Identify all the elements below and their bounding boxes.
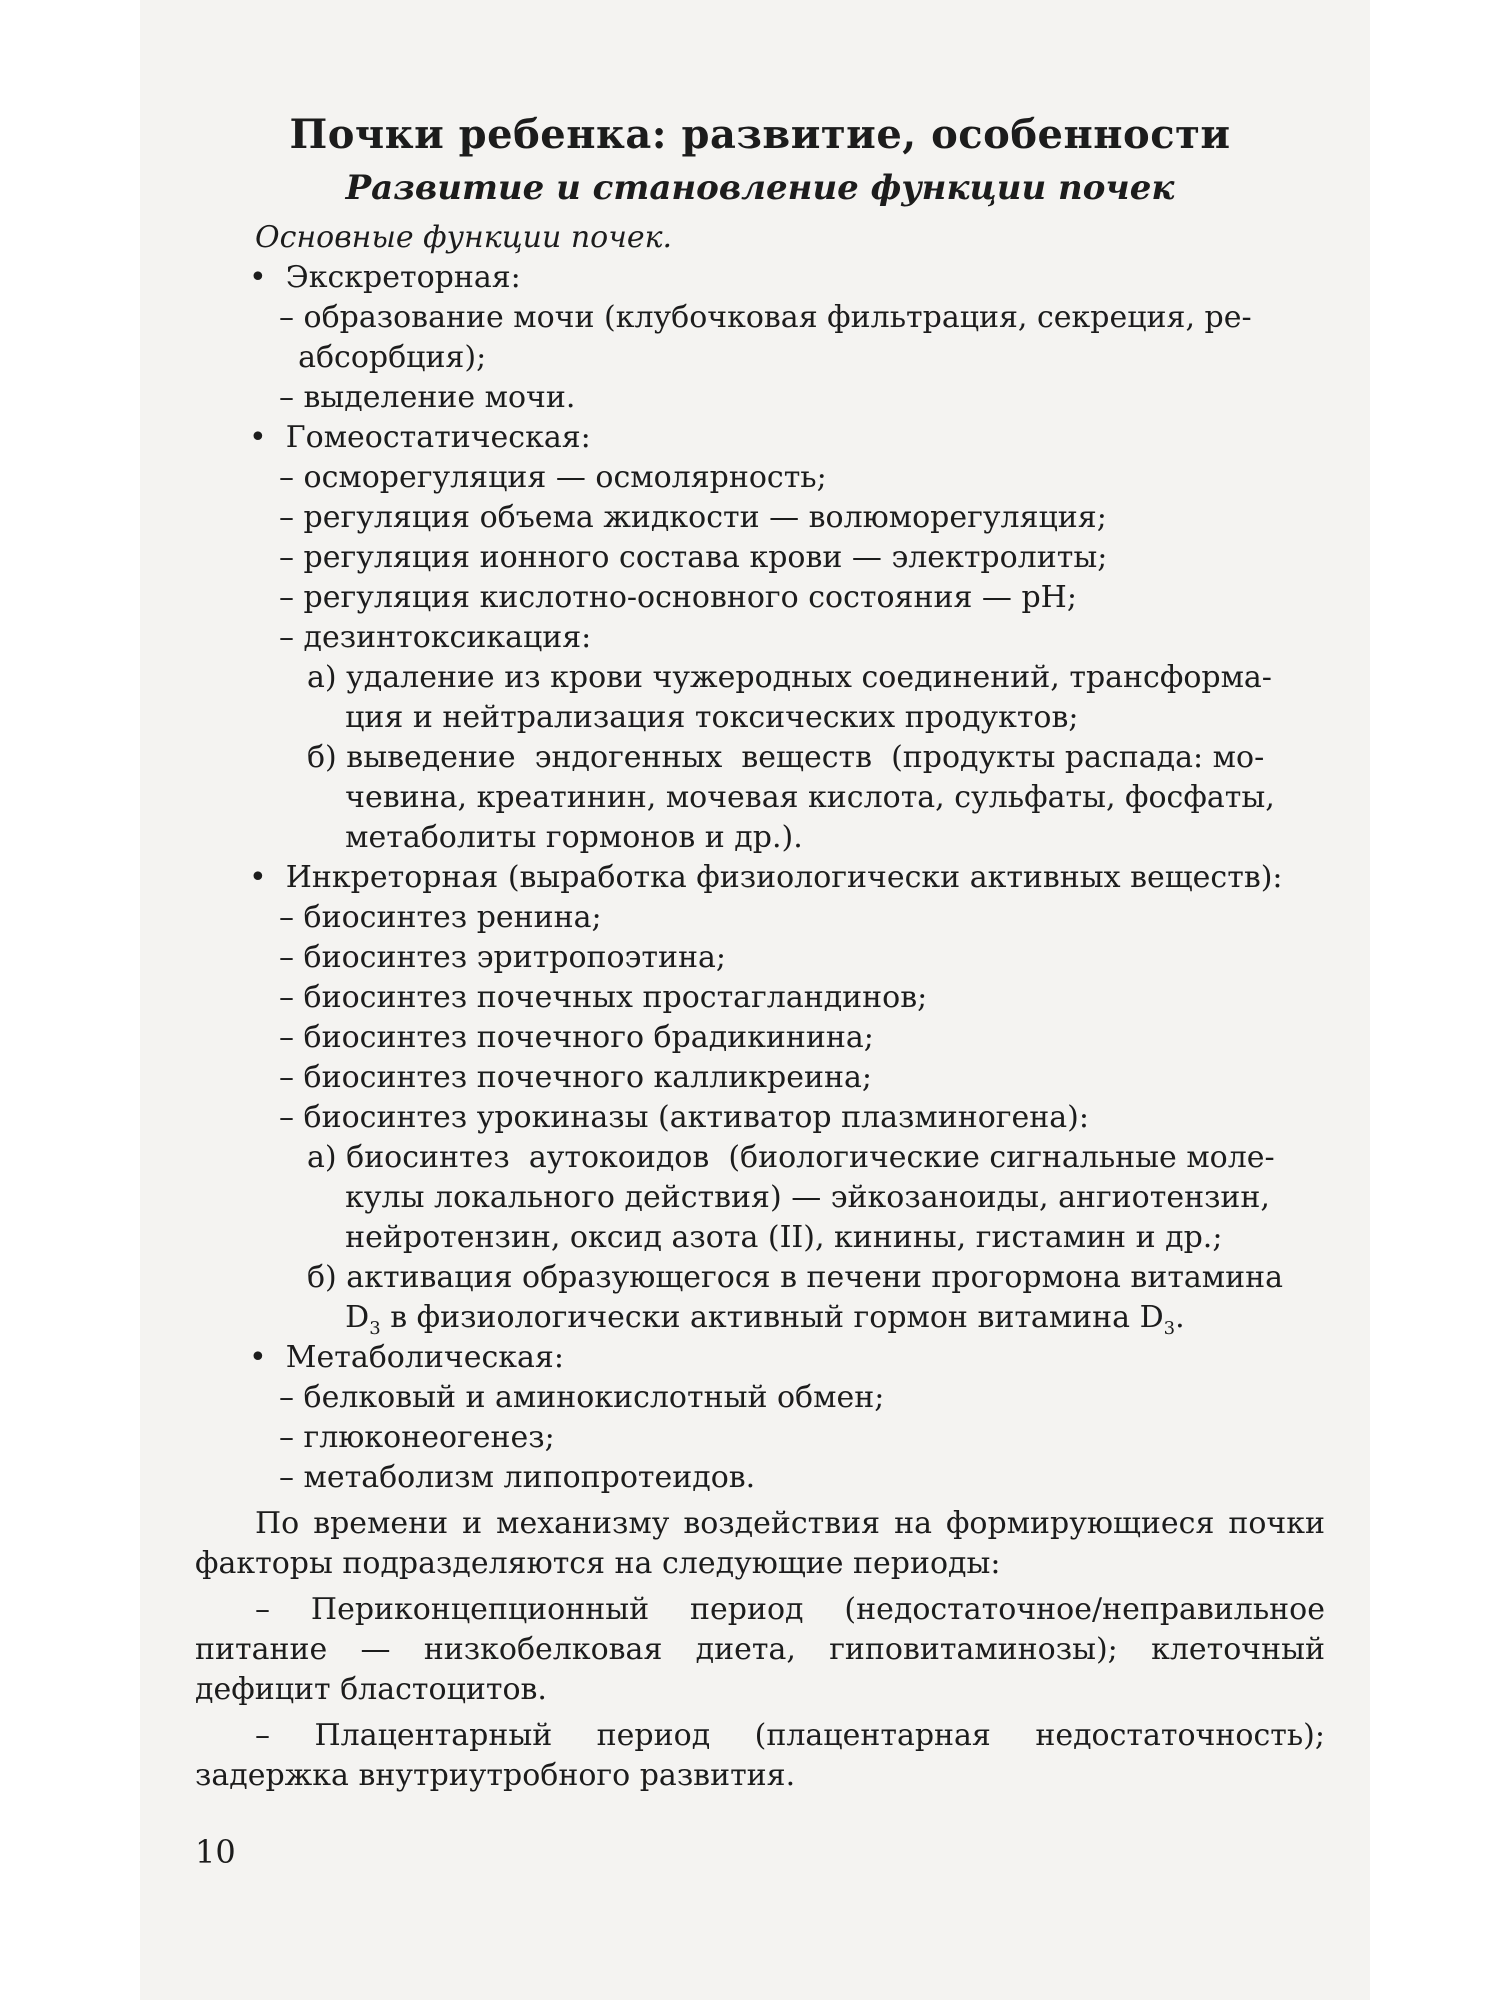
list-line: абсорбция); (279, 340, 487, 375)
list-line: а) биосинтез аутокоидов (биологические сигнальные моле- (307, 1140, 1275, 1175)
list-line: – глюконеогенез; (279, 1420, 555, 1455)
list-line: – дезинтоксикация: (279, 620, 592, 655)
list-line: б) активация образующегося в печени прогормона витамина (307, 1260, 1284, 1295)
list-line: чевина, креатинин, мочевая кислота, сульфаты, фосфаты, (307, 780, 1275, 815)
list-line: • Инкреторная (выработка физиологически активных веществ): (249, 860, 1283, 895)
list-line: – биосинтез почечных простагландинов; (279, 980, 928, 1015)
list-line: нейротензин, оксид азота (II), кинины, гистамин и др.; (307, 1220, 1223, 1255)
list-line: – белковый и аминокислотный обмен; (279, 1380, 885, 1415)
list-line: метаболиты гормонов и др.). (307, 820, 803, 855)
list-line: – биосинтез эритропоэтина; (279, 940, 726, 975)
paragraph-periconception: – Периконцепционный период (недостаточное/неправильное питание — низкобелковая диета, гиповитаминозы); клеточный дефицит бластоцитов. (195, 1592, 1325, 1707)
list-line: – осморегуляция — осмолярность; (279, 460, 827, 495)
list-line: а) удаление из крови чужеродных соединений, трансформа- (307, 660, 1272, 695)
page-content (195, 108, 1325, 1796)
list-line: кулы локального действия) — эйкозаноиды, ангиотензин, (307, 1180, 1270, 1215)
list-line: – выделение мочи. (279, 380, 576, 415)
paragraph-placental: – Плацентарный период (плацентарная недостаточность); задержка внутриутробного развития. (195, 1718, 1325, 1793)
paragraph-periods: По времени и механизму воздействия на формирующиеся почки факторы подразделяются на следующие периоды: (195, 1506, 1325, 1581)
vitamin-line: $D_3$ в физиологически активный гормон витамина $D_3$. (307, 1300, 1185, 1339)
page-number: 10 (195, 1833, 236, 1871)
list-line: • Гомеостатическая: (249, 420, 591, 455)
list-line: – регуляция объема жидкости — волюморегуляция; (279, 500, 1107, 535)
intro-line: Основные функции почек. (255, 220, 673, 255)
list-line: • Метаболическая: (249, 1340, 564, 1375)
list-line: ция и нейтрализация токсических продуктов; (307, 700, 1079, 735)
list-line: б) выведение эндогенных веществ (продукты распада: мо- (307, 740, 1265, 775)
list-line: – биосинтез ренина; (279, 900, 602, 935)
list-line: • Экскреторная: (249, 260, 521, 295)
section-subtitle: Развитие и становление функции почек (345, 168, 1175, 208)
functions-list (195, 258, 1325, 1298)
metabolic-list (195, 1338, 1325, 1498)
list-line: – метаболизм липопротеидов. (279, 1460, 756, 1495)
list-line: – регуляция кислотно-основного состояния — pH; (279, 580, 1077, 615)
list-line: – регуляция ионного состава крови — электролиты; (279, 540, 1108, 575)
list-line: – биосинтез почечного калликреина; (279, 1060, 872, 1095)
list-line: – биосинтез почечного брадикинина; (279, 1020, 874, 1055)
list-line: – биосинтез урокиназы (активатор плазминогена): (279, 1100, 1089, 1135)
page-title: Почки ребенка: развитие, особенности (289, 111, 1231, 158)
list-line: – образование мочи (клубочковая фильтрация, секреция, ре- (279, 300, 1252, 335)
